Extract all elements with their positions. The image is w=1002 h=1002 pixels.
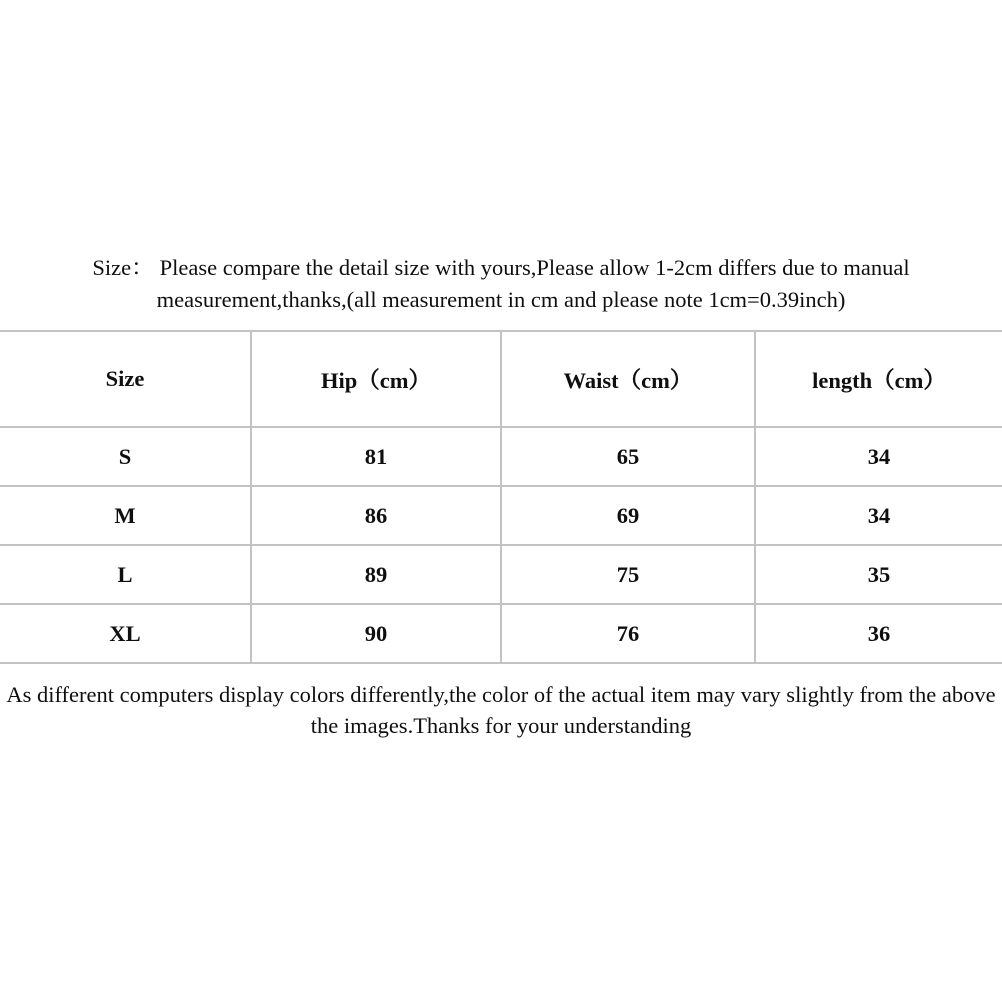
table-row-xl xyxy=(0,604,1002,663)
cell-length: 36 xyxy=(755,604,1002,663)
cell-size: M xyxy=(0,486,251,545)
cell-waist: 69 xyxy=(501,486,755,545)
cell-waist: 65 xyxy=(501,427,755,486)
color-disclaimer xyxy=(0,679,1002,741)
cell-waist: 75 xyxy=(501,545,755,604)
cell-size: XL xyxy=(0,604,251,663)
size-chart-table xyxy=(0,330,1002,664)
cell-hip: 89 xyxy=(251,545,501,604)
cell-size: L xyxy=(0,545,251,604)
cell-hip: 81 xyxy=(251,427,501,486)
size-label: Size： xyxy=(92,255,154,280)
cell-length: 34 xyxy=(755,486,1002,545)
cell-length: 35 xyxy=(755,545,1002,604)
column-header-hip: Hip（cm） xyxy=(251,331,501,427)
size-notice-line2: measurement,thanks,(all measurement in cm and please note 1cm=0.39inch) xyxy=(156,287,846,312)
color-disclaimer-line1: As different computers display colors differently,the color of the actual item may vary slightly from the above xyxy=(6,682,996,707)
cell-hip: 90 xyxy=(251,604,501,663)
size-notice xyxy=(0,252,1002,316)
size-notice-text1: Please compare the detail size with yours,Please allow 1-2cm differs due to manual xyxy=(159,255,910,280)
column-header-waist: Waist（cm） xyxy=(501,331,755,427)
cell-length: 34 xyxy=(755,427,1002,486)
cell-size: S xyxy=(0,427,251,486)
column-header-size: Size xyxy=(0,331,251,427)
color-disclaimer-line2: the images.Thanks for your understanding xyxy=(310,713,692,738)
cell-hip: 86 xyxy=(251,486,501,545)
table-row-s xyxy=(0,427,1002,486)
size-notice-line1 xyxy=(0,252,1002,284)
cell-waist: 76 xyxy=(501,604,755,663)
table-header-row xyxy=(0,331,1002,427)
table-row-l xyxy=(0,545,1002,604)
column-header-length: length（cm） xyxy=(755,331,1002,427)
table-row-m xyxy=(0,486,1002,545)
